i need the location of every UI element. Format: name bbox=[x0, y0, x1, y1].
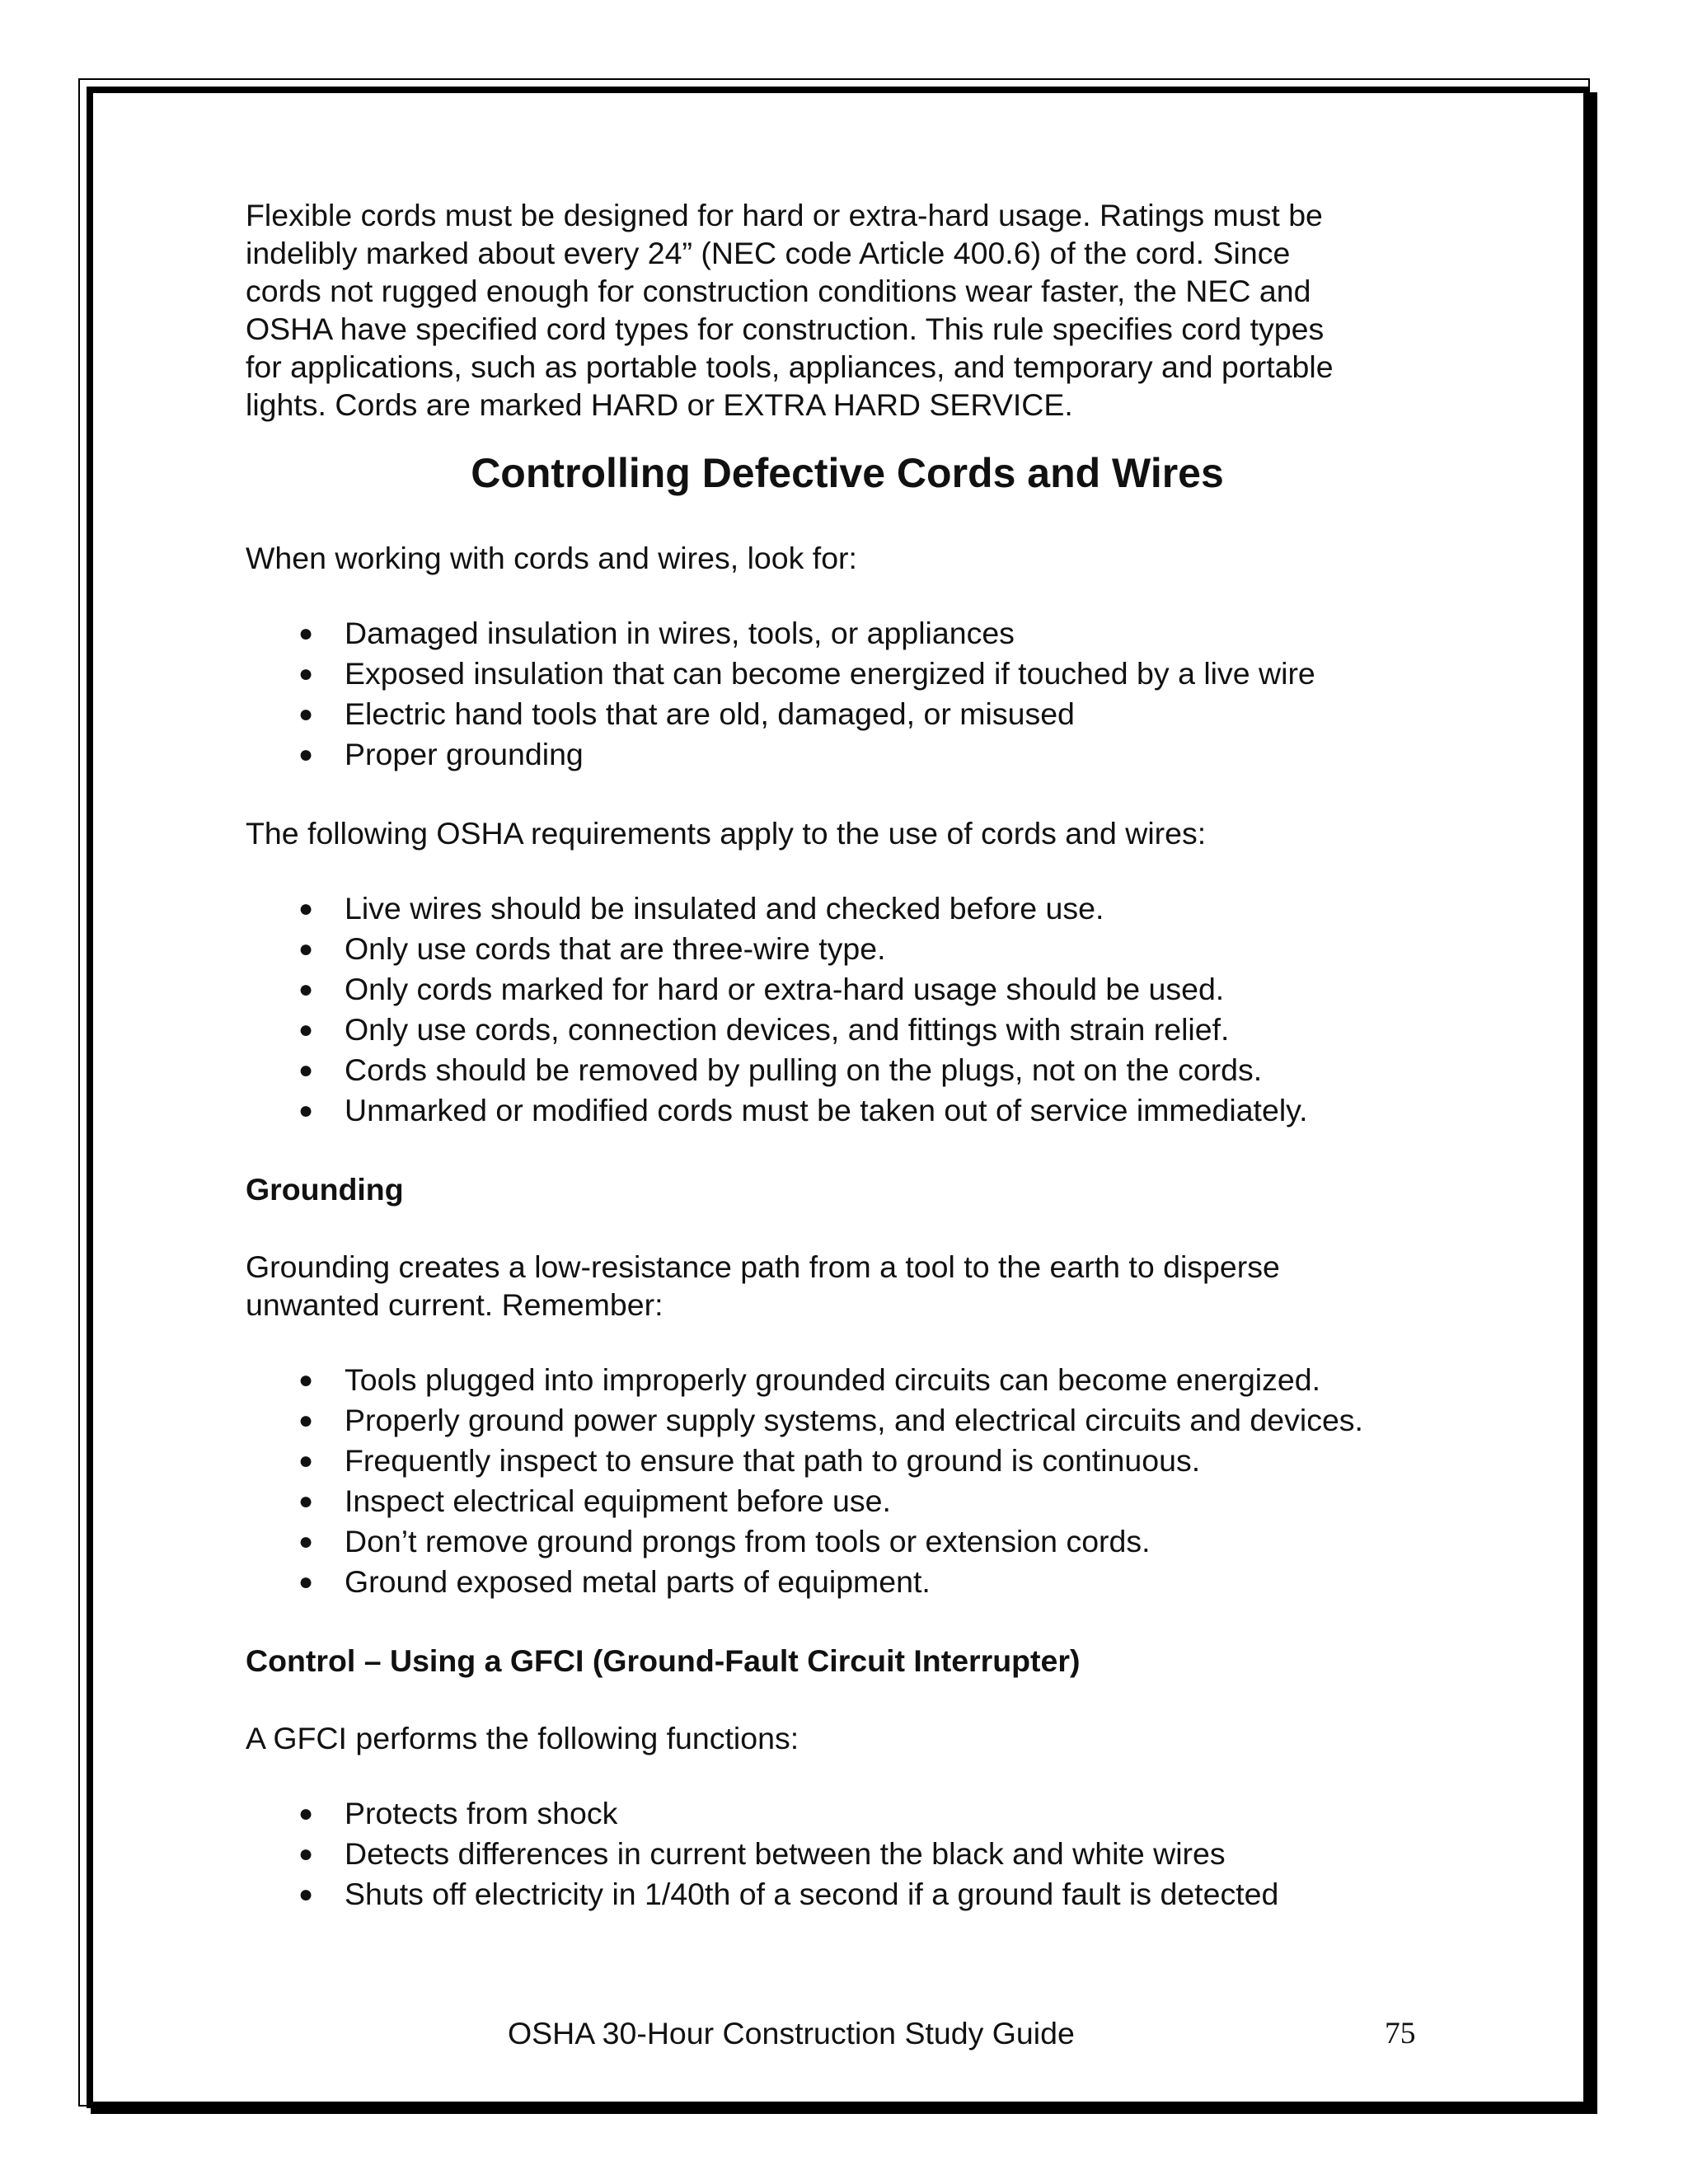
footer-title: OSHA 30-Hour Construction Study Guide bbox=[508, 2016, 1075, 2050]
list-item: ● Don’t remove ground prongs from tools or extension cords. bbox=[246, 1521, 1449, 1562]
list-item: ● Ground exposed metal parts of equipment. bbox=[246, 1562, 1449, 1602]
gfci-heading: Control – Using a GFCI (Ground-Fault Circuit Interrupter) bbox=[246, 1643, 1081, 1678]
list-item: ● Only cords marked for hard or extra-hard usage should be used. bbox=[246, 969, 1449, 1010]
bullet-icon: ● bbox=[298, 1840, 314, 1868]
list-item: ● Protects from shock bbox=[246, 1793, 1449, 1834]
intro-line: Flexible cords must be designed for hard or extra-hard usage. Ratings must be bbox=[246, 198, 1323, 232]
list-item: ● Exposed insulation that can become energized if touched by a live wire bbox=[246, 654, 1449, 694]
intro-line: indelibly marked about every 24” (NEC code Article 400.6) of the cord. Since bbox=[246, 236, 1291, 270]
bullet-icon: ● bbox=[298, 1568, 314, 1596]
gfci-list bbox=[246, 1793, 1449, 1915]
list-item: ● Tools plugged into improperly grounded circuits can become energized. bbox=[246, 1360, 1449, 1400]
bullet-icon: ● bbox=[298, 895, 314, 922]
requirements-intro: The following OSHA requirements apply to the use of cords and wires: bbox=[246, 816, 1207, 851]
grounding-heading: Grounding bbox=[246, 1172, 404, 1207]
list-item: ● Proper grounding bbox=[246, 734, 1449, 775]
grounding-line: Grounding creates a low-resistance path from a tool to the earth to disperse bbox=[246, 1249, 1280, 1284]
bullet-icon: ● bbox=[298, 1881, 314, 1908]
list-item: ● Electric hand tools that are old, damaged, or misused bbox=[246, 694, 1449, 734]
list-item: ● Cords should be removed by pulling on the plugs, not on the cords. bbox=[246, 1050, 1449, 1090]
bullet-icon: ● bbox=[298, 1057, 314, 1084]
list-item: ● Unmarked or modified cords must be taken out of service immediately. bbox=[246, 1090, 1449, 1131]
bullet-icon: ● bbox=[298, 741, 314, 768]
list-item: ● Frequently inspect to ensure that path to ground is continuous. bbox=[246, 1441, 1449, 1481]
section-title: Controlling Defective Cords and Wires bbox=[471, 450, 1224, 496]
grounding-line: unwanted current. Remember: bbox=[246, 1287, 663, 1322]
gfci-intro: A GFCI performs the following functions: bbox=[246, 1721, 799, 1755]
bullet-icon: ● bbox=[298, 620, 314, 647]
list-item: ● Live wires should be insulated and checked before use. bbox=[246, 888, 1449, 929]
intro-line: lights. Cords are marked HARD or EXTRA HARD SERVICE. bbox=[246, 387, 1073, 422]
requirements-list bbox=[246, 888, 1449, 1131]
bullet-icon: ● bbox=[298, 660, 314, 687]
bullet-icon: ● bbox=[298, 1097, 314, 1124]
page-number: 75 bbox=[1385, 2017, 1416, 2050]
page-content bbox=[246, 196, 1449, 1915]
intro-line: for applications, such as portable tools, appliances, and temporary and portable bbox=[246, 349, 1334, 384]
bullet-icon: ● bbox=[298, 935, 314, 963]
look-for-intro: When working with cords and wires, look for: bbox=[246, 541, 857, 575]
intro-paragraph bbox=[246, 196, 1449, 424]
list-item: ● Only use cords that are three-wire type. bbox=[246, 929, 1449, 969]
bullet-icon: ● bbox=[298, 1366, 314, 1394]
list-item: ● Detects differences in current between the black and white wires bbox=[246, 1834, 1449, 1874]
list-item: ● Damaged insulation in wires, tools, or appliances bbox=[246, 613, 1449, 654]
look-for-list bbox=[246, 613, 1449, 775]
bullet-icon: ● bbox=[298, 1016, 314, 1043]
bullet-icon: ● bbox=[298, 1447, 314, 1474]
grounding-list bbox=[246, 1360, 1449, 1602]
bullet-icon: ● bbox=[298, 1407, 314, 1434]
grounding-paragraph bbox=[246, 1248, 1449, 1324]
bullet-icon: ● bbox=[298, 1800, 314, 1827]
bullet-icon: ● bbox=[298, 701, 314, 728]
intro-line: cords not rugged enough for construction conditions wear faster, the NEC and bbox=[246, 274, 1311, 308]
bullet-icon: ● bbox=[298, 1528, 314, 1555]
bullet-icon: ● bbox=[298, 976, 314, 1003]
intro-line: OSHA have specified cord types for construction. This rule specifies cord types bbox=[246, 312, 1325, 346]
list-item: ● Inspect electrical equipment before use. bbox=[246, 1481, 1449, 1521]
list-item: ● Only use cords, connection devices, and fittings with strain relief. bbox=[246, 1010, 1449, 1050]
bullet-icon: ● bbox=[298, 1488, 314, 1515]
list-item: ● Shuts off electricity in 1/40th of a second if a ground fault is detected bbox=[246, 1874, 1449, 1915]
list-item: ● Properly ground power supply systems, and electrical circuits and devices. bbox=[246, 1400, 1449, 1441]
